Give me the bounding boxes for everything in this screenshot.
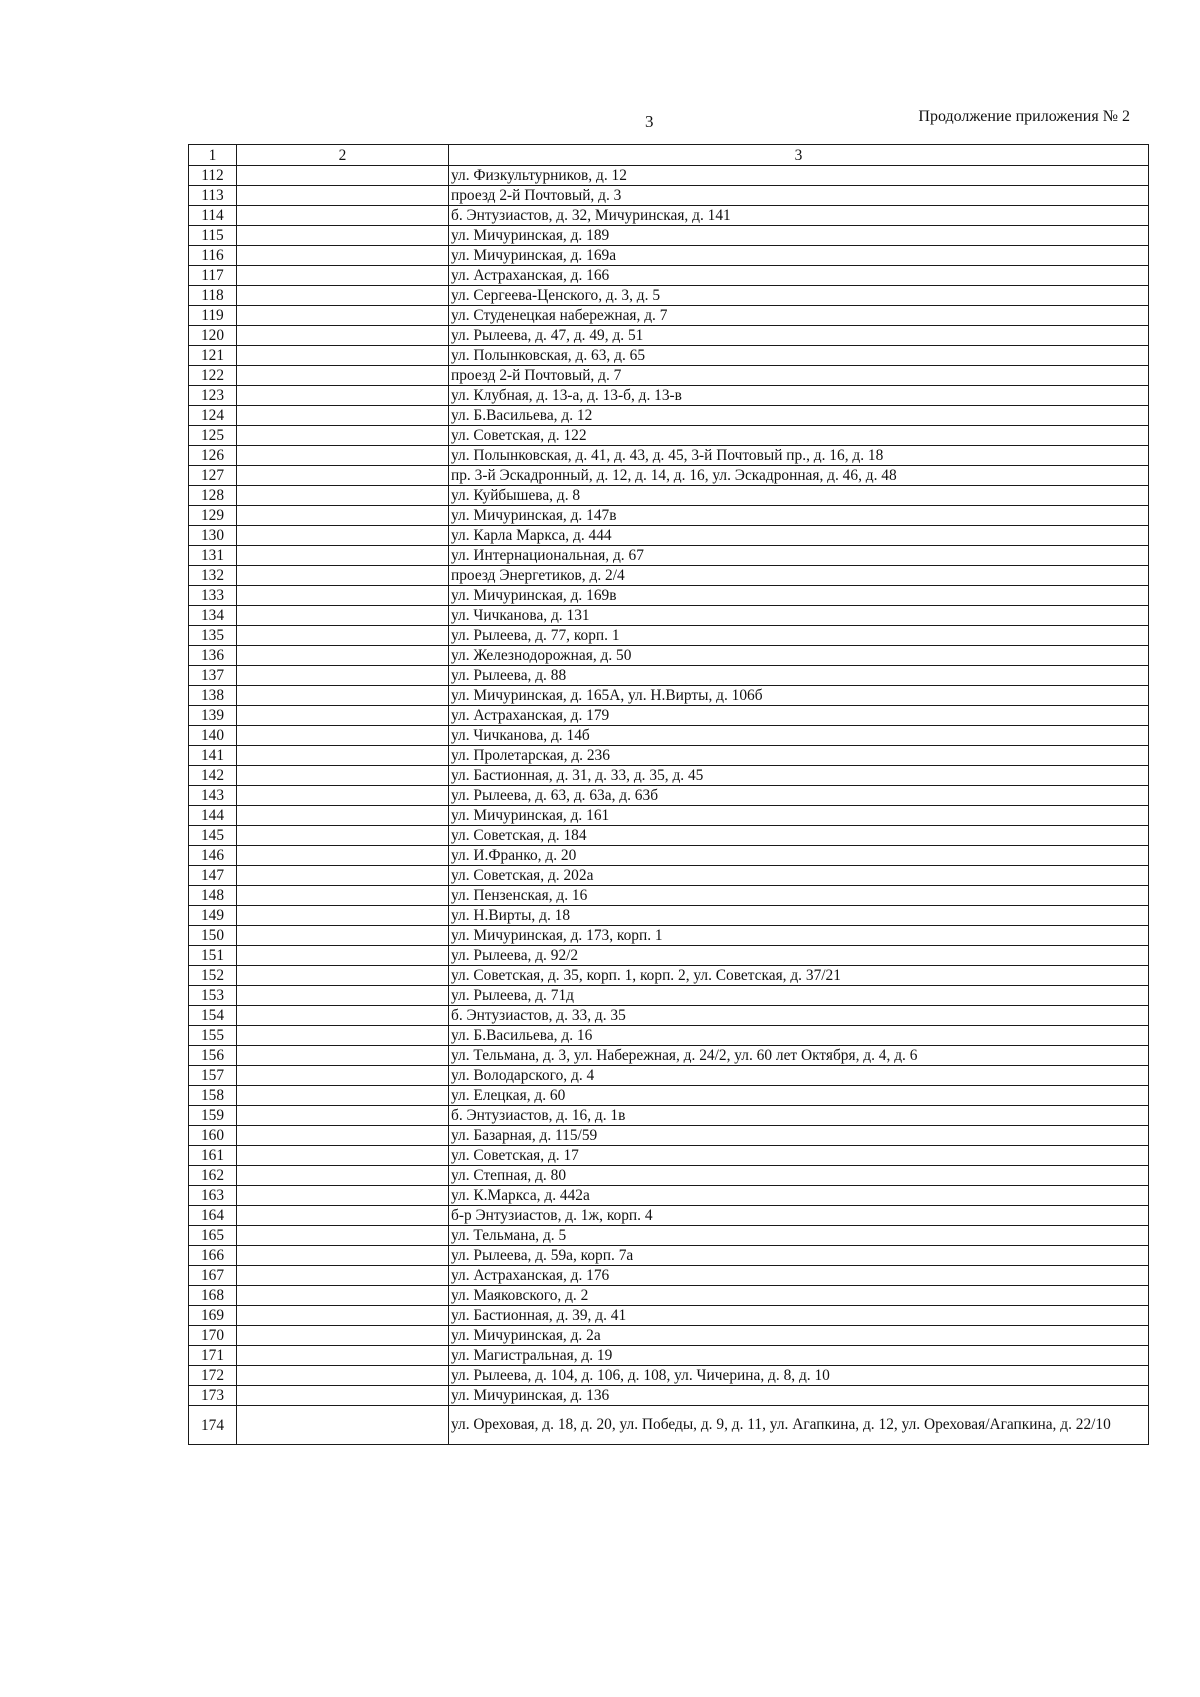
row-number: 134: [189, 606, 237, 626]
row-number: 174: [189, 1406, 237, 1445]
empty-column-2-cell: [237, 226, 449, 246]
address-cell: ул. Сергеева-Ценского, д. 3, д. 5: [449, 286, 1149, 306]
empty-column-2-cell: [237, 486, 449, 506]
row-number: 147: [189, 866, 237, 886]
row-number: 172: [189, 1366, 237, 1386]
empty-column-2-cell: [237, 686, 449, 706]
address-cell: ул. Мичуринская, д. 169в: [449, 586, 1149, 606]
empty-column-2-cell: [237, 666, 449, 686]
empty-column-2-cell: [237, 1146, 449, 1166]
address-cell: ул. Мичуринская, д. 165А, ул. Н.Вирты, д. 106б: [449, 686, 1149, 706]
table-row: [189, 406, 1149, 426]
address-cell: ул. Советская, д. 35, корп. 1, корп. 2, ул. Советская, д. 37/21: [449, 966, 1149, 986]
row-number: 143: [189, 786, 237, 806]
row-number: 171: [189, 1346, 237, 1366]
table-row: [189, 746, 1149, 766]
empty-column-2-cell: [237, 946, 449, 966]
empty-column-2-cell: [237, 446, 449, 466]
row-number: 151: [189, 946, 237, 966]
empty-column-2-cell: [237, 1126, 449, 1146]
table-row: [189, 606, 1149, 626]
row-number: 140: [189, 726, 237, 746]
column-header-1: 1: [189, 145, 237, 166]
empty-column-2-cell: [237, 526, 449, 546]
address-cell: ул. Маяковского, д. 2: [449, 1286, 1149, 1306]
row-number: 165: [189, 1226, 237, 1246]
row-number: 136: [189, 646, 237, 666]
empty-column-2-cell: [237, 1186, 449, 1206]
address-cell: ул. Рылеева, д. 77, корп. 1: [449, 626, 1149, 646]
empty-column-2-cell: [237, 1406, 449, 1445]
row-number: 161: [189, 1146, 237, 1166]
row-number: 146: [189, 846, 237, 866]
table-body: [189, 166, 1149, 1445]
address-cell: ул. Тельмана, д. 5: [449, 1226, 1149, 1246]
address-cell: ул. Физкультурников, д. 12: [449, 166, 1149, 186]
address-cell: ул. Полынковская, д. 63, д. 65: [449, 346, 1149, 366]
table-row: [189, 1226, 1149, 1246]
address-cell: ул. Интернациональная, д. 67: [449, 546, 1149, 566]
table-row: [189, 866, 1149, 886]
address-cell: ул. Полынковская, д. 41, д. 43, д. 45, 3-й Почтовый пр., д. 16, д. 18: [449, 446, 1149, 466]
address-cell: б. Энтузиастов, д. 32, Мичуринская, д. 141: [449, 206, 1149, 226]
address-cell: ул. Б.Васильева, д. 12: [449, 406, 1149, 426]
address-cell: ул. Рылеева, д. 63, д. 63а, д. 63б: [449, 786, 1149, 806]
empty-column-2-cell: [237, 986, 449, 1006]
table-row: [189, 766, 1149, 786]
empty-column-2-cell: [237, 306, 449, 326]
row-number: 154: [189, 1006, 237, 1026]
empty-column-2-cell: [237, 726, 449, 746]
empty-column-2-cell: [237, 346, 449, 366]
empty-column-2-cell: [237, 366, 449, 386]
address-cell: б-р Энтузиастов, д. 1ж, корп. 4: [449, 1206, 1149, 1226]
empty-column-2-cell: [237, 1206, 449, 1226]
appendix-continuation-note: Продолжение приложения № 2: [918, 108, 1130, 125]
row-number: 113: [189, 186, 237, 206]
row-number: 142: [189, 766, 237, 786]
row-number: 132: [189, 566, 237, 586]
empty-column-2-cell: [237, 1046, 449, 1066]
row-number: 127: [189, 466, 237, 486]
column-header-2: 2: [237, 145, 449, 166]
address-cell: ул. Астраханская, д. 179: [449, 706, 1149, 726]
empty-column-2-cell: [237, 1226, 449, 1246]
table-row: [189, 186, 1149, 206]
table-row: [189, 1106, 1149, 1126]
table-header-row: [189, 145, 1149, 166]
row-number: 163: [189, 1186, 237, 1206]
table-row: [189, 1306, 1149, 1326]
table-row: [189, 786, 1149, 806]
row-number: 138: [189, 686, 237, 706]
table-row: [189, 366, 1149, 386]
empty-column-2-cell: [237, 186, 449, 206]
row-number: 139: [189, 706, 237, 726]
empty-column-2-cell: [237, 426, 449, 446]
empty-column-2-cell: [237, 786, 449, 806]
address-cell: ул. Мичуринская, д. 189: [449, 226, 1149, 246]
table-row: [189, 1206, 1149, 1226]
address-cell: ул. Елецкая, д. 60: [449, 1086, 1149, 1106]
empty-column-2-cell: [237, 1326, 449, 1346]
row-number: 170: [189, 1326, 237, 1346]
row-number: 168: [189, 1286, 237, 1306]
row-number: 137: [189, 666, 237, 686]
table-row: [189, 1166, 1149, 1186]
table-row: [189, 1366, 1149, 1386]
row-number: 123: [189, 386, 237, 406]
row-number: 169: [189, 1306, 237, 1326]
row-number: 131: [189, 546, 237, 566]
row-number: 121: [189, 346, 237, 366]
row-number: 152: [189, 966, 237, 986]
empty-column-2-cell: [237, 1346, 449, 1366]
table-row: [189, 506, 1149, 526]
empty-column-2-cell: [237, 1086, 449, 1106]
empty-column-2-cell: [237, 1106, 449, 1126]
empty-column-2-cell: [237, 1386, 449, 1406]
row-number: 150: [189, 926, 237, 946]
empty-column-2-cell: [237, 806, 449, 826]
address-cell: ул. Чичканова, д. 14б: [449, 726, 1149, 746]
table-row: [189, 566, 1149, 586]
row-number: 141: [189, 746, 237, 766]
table-row: [189, 1326, 1149, 1346]
table-row: [189, 166, 1149, 186]
empty-column-2-cell: [237, 546, 449, 566]
empty-column-2-cell: [237, 1166, 449, 1186]
table-row: [189, 266, 1149, 286]
empty-column-2-cell: [237, 386, 449, 406]
table-row: [189, 466, 1149, 486]
table-row: [189, 1086, 1149, 1106]
table-row: [189, 986, 1149, 1006]
address-cell: ул. Рылеева, д. 71д: [449, 986, 1149, 1006]
row-number: 155: [189, 1026, 237, 1046]
empty-column-2-cell: [237, 1266, 449, 1286]
table-row: [189, 926, 1149, 946]
table-row: [189, 646, 1149, 666]
address-cell: ул. Советская, д. 202а: [449, 866, 1149, 886]
address-cell: проезд Энергетиков, д. 2/4: [449, 566, 1149, 586]
empty-column-2-cell: [237, 826, 449, 846]
row-number: 153: [189, 986, 237, 1006]
row-number: 128: [189, 486, 237, 506]
empty-column-2-cell: [237, 286, 449, 306]
address-cell: ул. Пензенская, д. 16: [449, 886, 1149, 906]
table-row: [189, 1406, 1149, 1445]
table-row: [189, 386, 1149, 406]
table-row: [189, 206, 1149, 226]
row-number: 125: [189, 426, 237, 446]
table-row: [189, 1386, 1149, 1406]
table-row: [189, 846, 1149, 866]
table-row: [189, 1266, 1149, 1286]
address-cell: ул. Б.Васильева, д. 16: [449, 1026, 1149, 1046]
table-row: [189, 1046, 1149, 1066]
empty-column-2-cell: [237, 906, 449, 926]
empty-column-2-cell: [237, 166, 449, 186]
table-row: [189, 666, 1149, 686]
empty-column-2-cell: [237, 406, 449, 426]
empty-column-2-cell: [237, 1066, 449, 1086]
address-cell: ул. Студенецкая набережная, д. 7: [449, 306, 1149, 326]
row-number: 162: [189, 1166, 237, 1186]
row-number: 114: [189, 206, 237, 226]
table-row: [189, 286, 1149, 306]
empty-column-2-cell: [237, 846, 449, 866]
address-cell: пр. 3-й Эскадронный, д. 12, д. 14, д. 16, ул. Эскадронная, д. 46, д. 48: [449, 466, 1149, 486]
page-number: 3: [645, 112, 654, 131]
row-number: 133: [189, 586, 237, 606]
empty-column-2-cell: [237, 606, 449, 626]
address-cell: ул. Ореховая, д. 18, д. 20, ул. Победы, д. 9, д. 11, ул. Агапкина, д. 12, ул. Ореховая/Агапкина, д. 22/10: [449, 1406, 1149, 1445]
table-row: [189, 906, 1149, 926]
addresses-table: [188, 144, 1149, 1445]
row-number: 164: [189, 1206, 237, 1226]
row-number: 112: [189, 166, 237, 186]
empty-column-2-cell: [237, 246, 449, 266]
address-cell: б. Энтузиастов, д. 16, д. 1в: [449, 1106, 1149, 1126]
address-cell: ул. Тельмана, д. 3, ул. Набережная, д. 24/2, ул. 60 лет Октября, д. 4, д. 6: [449, 1046, 1149, 1066]
address-cell: ул. Железнодорожная, д. 50: [449, 646, 1149, 666]
row-number: 119: [189, 306, 237, 326]
address-cell: ул. Карла Маркса, д. 444: [449, 526, 1149, 546]
address-cell: ул. Мичуринская, д. 2а: [449, 1326, 1149, 1346]
table-row: [189, 446, 1149, 466]
empty-column-2-cell: [237, 586, 449, 606]
table-row: [189, 886, 1149, 906]
empty-column-2-cell: [237, 966, 449, 986]
address-cell: ул. Рылеева, д. 59а, корп. 7а: [449, 1246, 1149, 1266]
table-row: [189, 1346, 1149, 1366]
row-number: 117: [189, 266, 237, 286]
address-cell: ул. Мичуринская, д. 161: [449, 806, 1149, 826]
empty-column-2-cell: [237, 926, 449, 946]
row-number: 115: [189, 226, 237, 246]
address-cell: б. Энтузиастов, д. 33, д. 35: [449, 1006, 1149, 1026]
address-cell: ул. Мичуринская, д. 169а: [449, 246, 1149, 266]
table-row: [189, 966, 1149, 986]
table-row: [189, 826, 1149, 846]
table-row: [189, 806, 1149, 826]
table-row: [189, 486, 1149, 506]
table-row: [189, 1126, 1149, 1146]
address-cell: ул. Базарная, д. 115/59: [449, 1126, 1149, 1146]
table-row: [189, 546, 1149, 566]
table-row: [189, 426, 1149, 446]
address-cell: ул. Клубная, д. 13-а, д. 13-б, д. 13-в: [449, 386, 1149, 406]
empty-column-2-cell: [237, 706, 449, 726]
empty-column-2-cell: [237, 1366, 449, 1386]
address-cell: ул. Бастионная, д. 39, д. 41: [449, 1306, 1149, 1326]
row-number: 159: [189, 1106, 237, 1126]
address-cell: ул. Рылеева, д. 104, д. 106, д. 108, ул. Чичерина, д. 8, д. 10: [449, 1366, 1149, 1386]
table-row: [189, 726, 1149, 746]
table-row: [189, 226, 1149, 246]
address-cell: ул. Мичуринская, д. 136: [449, 1386, 1149, 1406]
table-row: [189, 686, 1149, 706]
row-number: 120: [189, 326, 237, 346]
address-cell: ул. Володарского, д. 4: [449, 1066, 1149, 1086]
empty-column-2-cell: [237, 1306, 449, 1326]
table-row: [189, 706, 1149, 726]
address-cell: ул. Пролетарская, д. 236: [449, 746, 1149, 766]
address-cell: ул. Мичуринская, д. 147в: [449, 506, 1149, 526]
row-number: 173: [189, 1386, 237, 1406]
address-cell: ул. Рылеева, д. 47, д. 49, д. 51: [449, 326, 1149, 346]
table-row: [189, 1286, 1149, 1306]
table-row: [189, 326, 1149, 346]
table-row: [189, 626, 1149, 646]
table-row: [189, 586, 1149, 606]
address-cell: ул. Бастионная, д. 31, д. 33, д. 35, д. 45: [449, 766, 1149, 786]
empty-column-2-cell: [237, 266, 449, 286]
empty-column-2-cell: [237, 1286, 449, 1306]
address-cell: ул. К.Маркса, д. 442а: [449, 1186, 1149, 1206]
row-number: 129: [189, 506, 237, 526]
empty-column-2-cell: [237, 886, 449, 906]
row-number: 149: [189, 906, 237, 926]
address-cell: ул. Степная, д. 80: [449, 1166, 1149, 1186]
address-cell: ул. Советская, д. 17: [449, 1146, 1149, 1166]
table-row: [189, 246, 1149, 266]
address-cell: ул. Астраханская, д. 166: [449, 266, 1149, 286]
empty-column-2-cell: [237, 466, 449, 486]
address-cell: ул. Советская, д. 184: [449, 826, 1149, 846]
empty-column-2-cell: [237, 1026, 449, 1046]
empty-column-2-cell: [237, 746, 449, 766]
table-row: [189, 1186, 1149, 1206]
row-number: 167: [189, 1266, 237, 1286]
address-cell: ул. И.Франко, д. 20: [449, 846, 1149, 866]
address-cell: ул. Астраханская, д. 176: [449, 1266, 1149, 1286]
table-row: [189, 1066, 1149, 1086]
row-number: 116: [189, 246, 237, 266]
address-cell: ул. Чичканова, д. 131: [449, 606, 1149, 626]
table-row: [189, 1246, 1149, 1266]
empty-column-2-cell: [237, 566, 449, 586]
row-number: 135: [189, 626, 237, 646]
address-cell: ул. Советская, д. 122: [449, 426, 1149, 446]
empty-column-2-cell: [237, 626, 449, 646]
address-cell: ул. Мичуринская, д. 173, корп. 1: [449, 926, 1149, 946]
row-number: 130: [189, 526, 237, 546]
empty-column-2-cell: [237, 326, 449, 346]
empty-column-2-cell: [237, 1246, 449, 1266]
empty-column-2-cell: [237, 646, 449, 666]
table-row: [189, 526, 1149, 546]
table-row: [189, 946, 1149, 966]
row-number: 145: [189, 826, 237, 846]
table-row: [189, 1006, 1149, 1026]
row-number: 158: [189, 1086, 237, 1106]
address-cell: ул. Н.Вирты, д. 18: [449, 906, 1149, 926]
row-number: 122: [189, 366, 237, 386]
row-number: 148: [189, 886, 237, 906]
address-cell: проезд 2-й Почтовый, д. 3: [449, 186, 1149, 206]
column-header-3: 3: [449, 145, 1149, 166]
empty-column-2-cell: [237, 506, 449, 526]
address-cell: проезд 2-й Почтовый, д. 7: [449, 366, 1149, 386]
table-row: [189, 1026, 1149, 1046]
address-cell: ул. Рылеева, д. 92/2: [449, 946, 1149, 966]
row-number: 157: [189, 1066, 237, 1086]
row-number: 118: [189, 286, 237, 306]
table-row: [189, 1146, 1149, 1166]
row-number: 156: [189, 1046, 237, 1066]
table-row: [189, 346, 1149, 366]
row-number: 126: [189, 446, 237, 466]
row-number: 144: [189, 806, 237, 826]
empty-column-2-cell: [237, 766, 449, 786]
empty-column-2-cell: [237, 866, 449, 886]
address-cell: ул. Магистральная, д. 19: [449, 1346, 1149, 1366]
empty-column-2-cell: [237, 206, 449, 226]
empty-column-2-cell: [237, 1006, 449, 1026]
row-number: 124: [189, 406, 237, 426]
address-cell: ул. Рылеева, д. 88: [449, 666, 1149, 686]
row-number: 166: [189, 1246, 237, 1266]
table-row: [189, 306, 1149, 326]
row-number: 160: [189, 1126, 237, 1146]
address-cell: ул. Куйбышева, д. 8: [449, 486, 1149, 506]
